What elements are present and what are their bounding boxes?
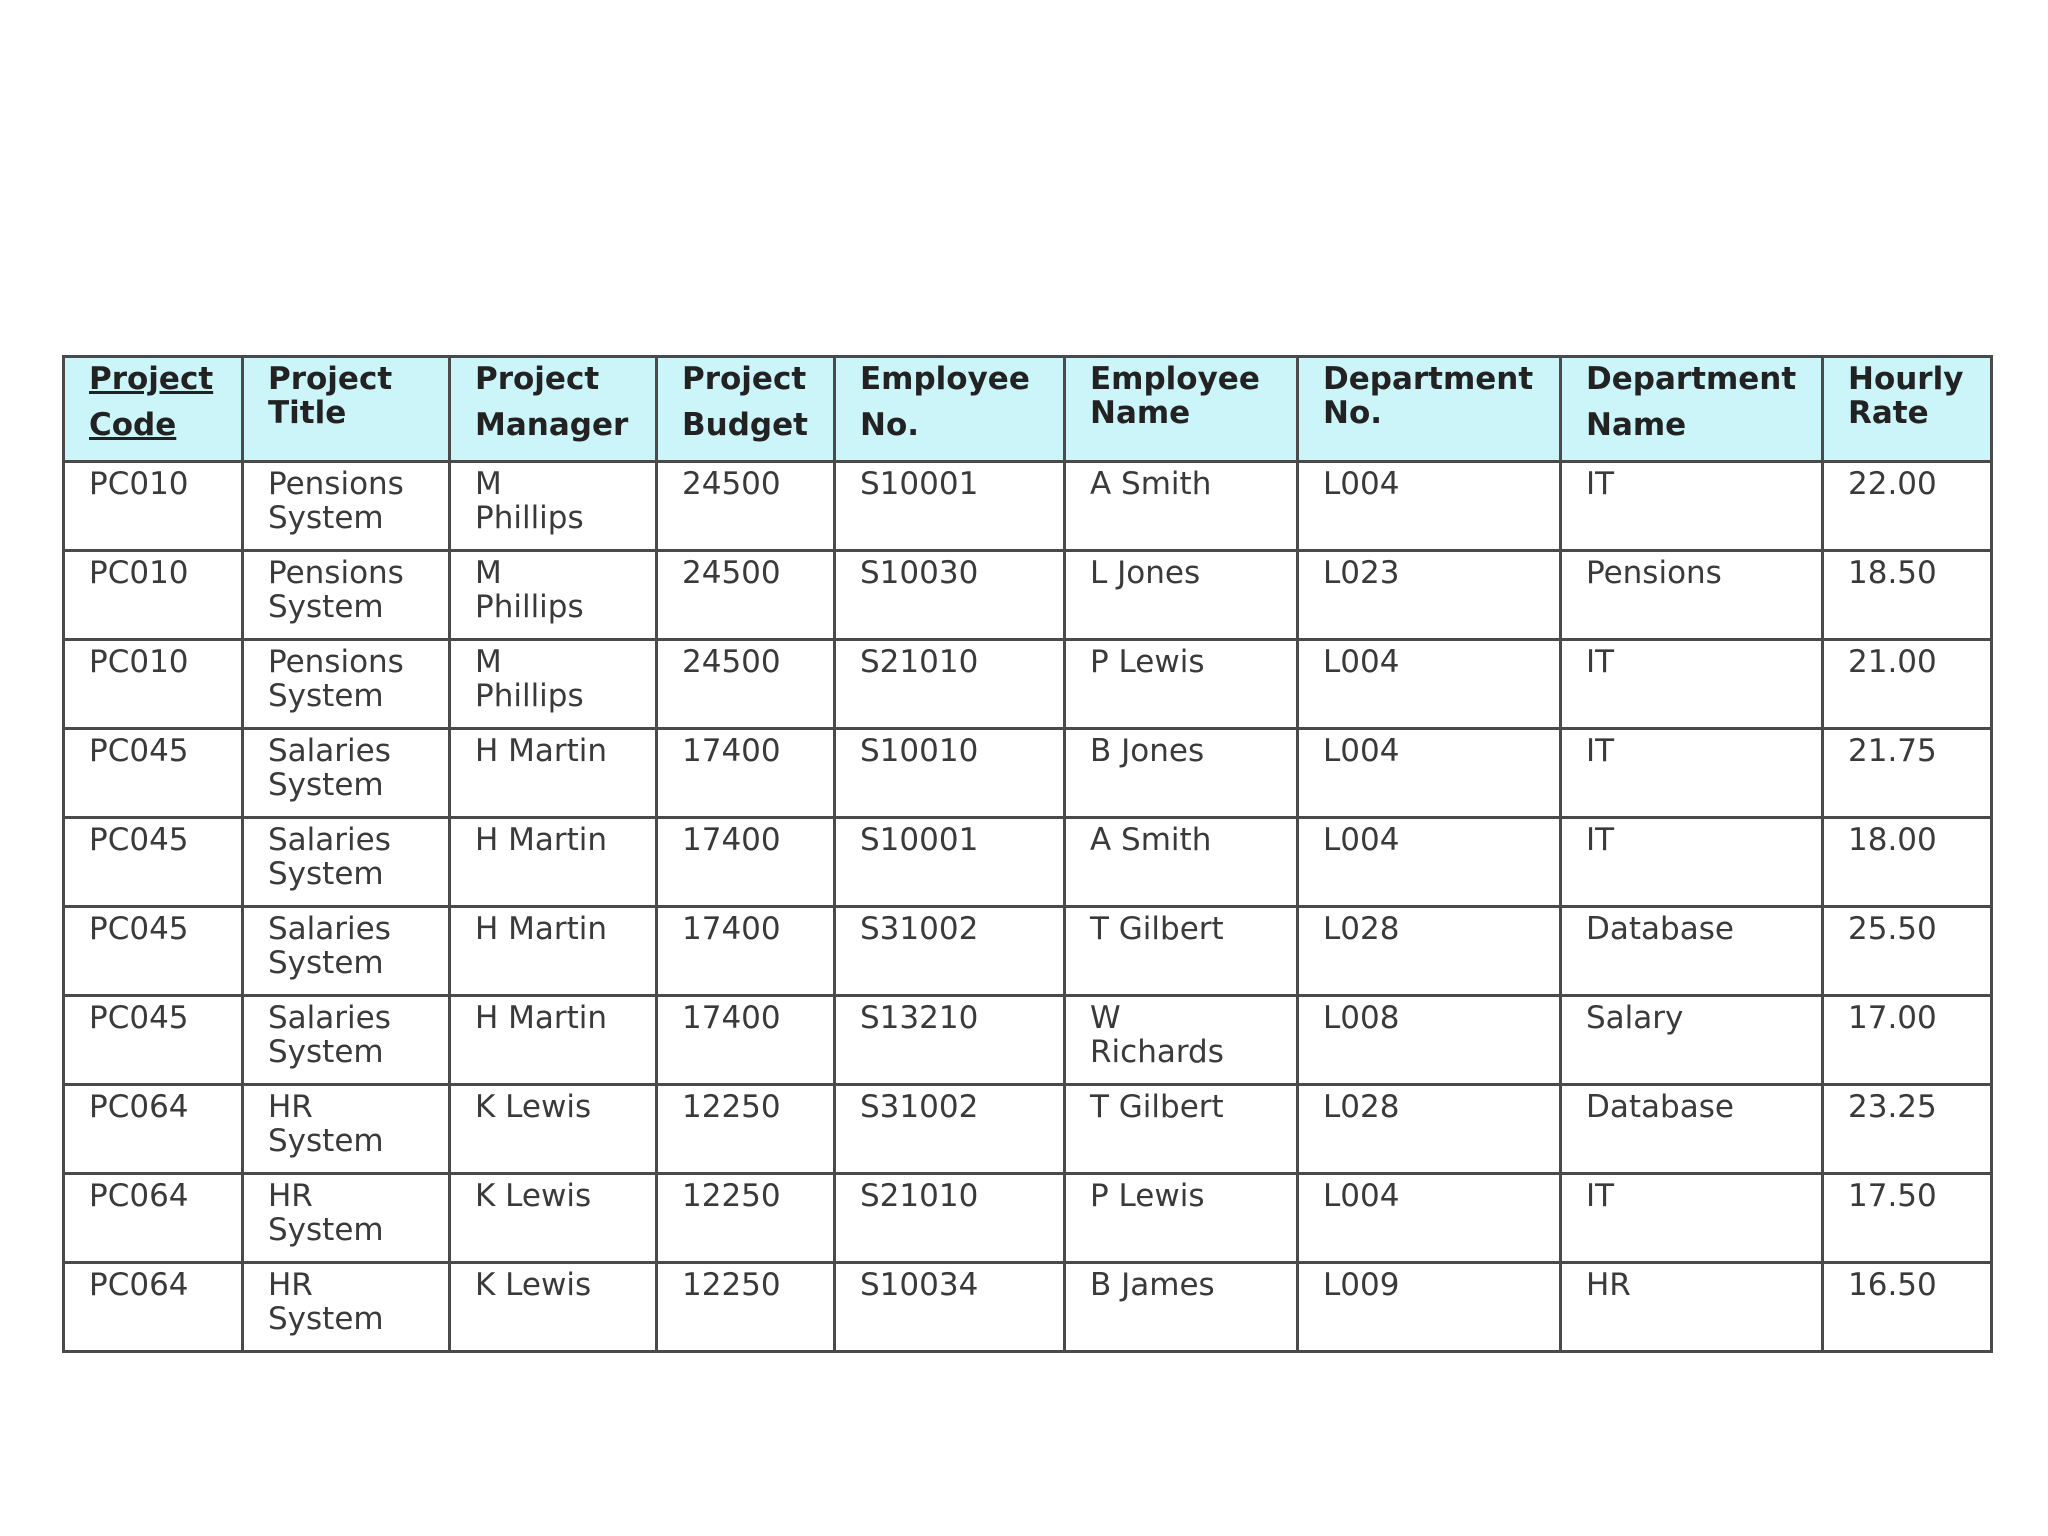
header-project-code-line2: Code — [89, 407, 177, 443]
cell-hourly-rate — [1823, 462, 1992, 551]
cell-hourly-rate-text: 16.50 — [1848, 1267, 1937, 1303]
header-department-name-line1: Department — [1586, 361, 1797, 397]
cell-project-budget — [657, 818, 835, 907]
cell-department-name-text: Database — [1586, 1089, 1734, 1125]
cell-employee-name — [1065, 1085, 1298, 1174]
cell-department-name-text: IT — [1586, 822, 1615, 858]
cell-employee-name — [1065, 996, 1298, 1085]
cell-project-title-text: HR System — [268, 1089, 384, 1159]
cell-project-manager-text: H Martin — [475, 822, 608, 858]
cell-project-title — [243, 1263, 450, 1352]
header-employee-name-line2: Name — [1090, 395, 1191, 431]
cell-employee-name-text: A Smith — [1090, 822, 1212, 858]
cell-project-manager — [450, 996, 657, 1085]
cell-employee-name-text: P Lewis — [1090, 644, 1205, 680]
cell-employee-name — [1065, 729, 1298, 818]
cell-project-budget — [657, 640, 835, 729]
table-row — [64, 640, 1992, 729]
cell-hourly-rate-text: 18.50 — [1848, 555, 1937, 591]
header-project-code-line1: Project — [89, 361, 214, 397]
cell-project-budget-text: 24500 — [682, 466, 781, 502]
cell-project-budget-text: 24500 — [682, 555, 781, 591]
cell-hourly-rate — [1823, 996, 1992, 1085]
cell-project-title — [243, 1174, 450, 1263]
cell-project-title-text: Salaries System — [268, 911, 391, 981]
cell-department-name — [1561, 996, 1823, 1085]
cell-project-code-text: PC045 — [89, 911, 189, 947]
cell-employee-no-text: S10034 — [860, 1267, 979, 1303]
cell-employee-no — [835, 462, 1065, 551]
cell-employee-name-text: B James — [1090, 1267, 1215, 1303]
cell-project-code — [64, 462, 243, 551]
cell-project-manager-text: M Phillips — [475, 466, 584, 536]
cell-department-name — [1561, 1174, 1823, 1263]
cell-project-manager-text: H Martin — [475, 733, 608, 769]
cell-project-manager-text: M Phillips — [475, 644, 584, 714]
cell-hourly-rate — [1823, 1174, 1992, 1263]
table-row — [64, 729, 1992, 818]
cell-department-name-text: IT — [1586, 466, 1615, 502]
cell-project-manager-text: K Lewis — [475, 1089, 592, 1125]
cell-project-title — [243, 640, 450, 729]
cell-project-budget — [657, 729, 835, 818]
cell-project-manager-text: K Lewis — [475, 1178, 592, 1214]
cell-department-name-text: IT — [1586, 644, 1615, 680]
cell-project-manager — [450, 1263, 657, 1352]
cell-employee-no — [835, 1174, 1065, 1263]
cell-project-code — [64, 551, 243, 640]
cell-project-code-text: PC064 — [89, 1267, 189, 1303]
cell-department-name-text: Database — [1586, 911, 1734, 947]
cell-department-name — [1561, 462, 1823, 551]
cell-project-title-text: Pensions System — [268, 555, 404, 625]
cell-department-no-text: L008 — [1323, 1000, 1400, 1036]
cell-department-no — [1298, 1085, 1561, 1174]
header-project-budget-line2: Budget — [682, 407, 808, 443]
cell-employee-no-text: S31002 — [860, 1089, 979, 1125]
cell-department-no-text: L028 — [1323, 911, 1400, 947]
cell-project-budget-text: 17400 — [682, 1000, 781, 1036]
header-employee-no-line2: No. — [860, 407, 920, 443]
cell-employee-no — [835, 907, 1065, 996]
cell-hourly-rate — [1823, 1085, 1992, 1174]
cell-project-title — [243, 551, 450, 640]
cell-project-budget-text: 12250 — [682, 1267, 781, 1303]
cell-project-title-text: HR System — [268, 1178, 384, 1248]
cell-project-budget-text: 24500 — [682, 644, 781, 680]
cell-project-manager-text: M Phillips — [475, 555, 584, 625]
cell-hourly-rate-text: 17.50 — [1848, 1178, 1937, 1214]
cell-department-no — [1298, 729, 1561, 818]
cell-employee-no-text: S21010 — [860, 1178, 979, 1214]
cell-employee-no-text: S10030 — [860, 555, 979, 591]
cell-project-code-text: PC064 — [89, 1089, 189, 1125]
header-project-manager — [450, 357, 657, 462]
cell-employee-no-text: S21010 — [860, 644, 979, 680]
cell-project-title-text: Pensions System — [268, 644, 404, 714]
cell-department-no-text: L004 — [1323, 1178, 1400, 1214]
cell-project-manager — [450, 640, 657, 729]
cell-project-budget — [657, 1174, 835, 1263]
cell-project-code — [64, 1085, 243, 1174]
cell-project-manager-text: K Lewis — [475, 1267, 592, 1303]
cell-employee-name-text: B Jones — [1090, 733, 1205, 769]
cell-project-code — [64, 1174, 243, 1263]
cell-department-no — [1298, 1174, 1561, 1263]
cell-project-title — [243, 729, 450, 818]
cell-project-title-text: Salaries System — [268, 733, 391, 803]
cell-project-budget-text: 12250 — [682, 1178, 781, 1214]
cell-hourly-rate — [1823, 640, 1992, 729]
cell-project-code-text: PC045 — [89, 733, 189, 769]
table-row — [64, 996, 1992, 1085]
header-project-code — [64, 357, 243, 462]
table-row — [64, 907, 1992, 996]
cell-project-budget — [657, 907, 835, 996]
cell-project-title-text: Pensions System — [268, 466, 404, 536]
cell-hourly-rate-text: 22.00 — [1848, 466, 1937, 502]
header-department-name-line2: Name — [1586, 407, 1687, 443]
cell-employee-no — [835, 551, 1065, 640]
cell-department-name — [1561, 551, 1823, 640]
cell-department-no-text: L004 — [1323, 644, 1400, 680]
table-row — [64, 462, 1992, 551]
cell-hourly-rate-text: 17.00 — [1848, 1000, 1937, 1036]
cell-project-title — [243, 996, 450, 1085]
header-employee-name — [1065, 357, 1298, 462]
cell-project-manager — [450, 907, 657, 996]
cell-project-budget — [657, 551, 835, 640]
header-employee-no-line1: Employee — [860, 361, 1030, 397]
cell-department-no — [1298, 996, 1561, 1085]
cell-department-no-text: L004 — [1323, 822, 1400, 858]
cell-project-manager-text: H Martin — [475, 911, 608, 947]
cell-department-name-text: IT — [1586, 733, 1615, 769]
cell-project-code-text: PC064 — [89, 1178, 189, 1214]
cell-department-no — [1298, 551, 1561, 640]
cell-department-no-text: L004 — [1323, 466, 1400, 502]
cell-project-budget — [657, 1263, 835, 1352]
cell-project-budget — [657, 462, 835, 551]
cell-employee-name-text: P Lewis — [1090, 1178, 1205, 1214]
cell-project-manager — [450, 1085, 657, 1174]
cell-project-code — [64, 996, 243, 1085]
cell-department-no — [1298, 907, 1561, 996]
cell-department-no — [1298, 640, 1561, 729]
cell-department-name — [1561, 729, 1823, 818]
cell-department-name — [1561, 640, 1823, 729]
table-row — [64, 1263, 1992, 1352]
cell-project-manager — [450, 462, 657, 551]
cell-employee-no — [835, 1085, 1065, 1174]
cell-hourly-rate-text: 23.25 — [1848, 1089, 1937, 1125]
cell-hourly-rate — [1823, 818, 1992, 907]
cell-project-budget-text: 17400 — [682, 911, 781, 947]
header-hourly-rate — [1823, 357, 1992, 462]
cell-employee-no — [835, 729, 1065, 818]
cell-project-title-text: Salaries System — [268, 822, 391, 892]
cell-project-budget-text: 17400 — [682, 733, 781, 769]
cell-hourly-rate-text: 18.00 — [1848, 822, 1937, 858]
header-project-title — [243, 357, 450, 462]
cell-employee-name — [1065, 1263, 1298, 1352]
header-department-no — [1298, 357, 1561, 462]
cell-employee-name-text: W Richards — [1090, 1000, 1224, 1070]
table-row — [64, 818, 1992, 907]
table-row — [64, 551, 1992, 640]
cell-project-code — [64, 907, 243, 996]
table-body — [64, 462, 1992, 1352]
header-row — [64, 357, 1992, 462]
cell-employee-no — [835, 996, 1065, 1085]
cell-project-code — [64, 640, 243, 729]
header-project-title-line1: Project — [268, 361, 393, 397]
cell-hourly-rate — [1823, 551, 1992, 640]
cell-employee-name — [1065, 818, 1298, 907]
cell-project-title-text: HR System — [268, 1267, 384, 1337]
cell-hourly-rate — [1823, 729, 1992, 818]
data-table — [62, 355, 1993, 1353]
cell-project-manager — [450, 818, 657, 907]
cell-project-manager — [450, 551, 657, 640]
cell-department-name — [1561, 818, 1823, 907]
cell-employee-no-text: S13210 — [860, 1000, 979, 1036]
cell-employee-no-text: S10001 — [860, 822, 979, 858]
header-project-manager-line1: Project — [475, 361, 600, 397]
cell-employee-name — [1065, 907, 1298, 996]
header-hourly-rate-line2: Rate — [1848, 395, 1929, 431]
cell-department-name — [1561, 907, 1823, 996]
cell-project-code-text: PC010 — [89, 466, 189, 502]
cell-project-code-text: PC010 — [89, 644, 189, 680]
cell-department-no-text: L009 — [1323, 1267, 1400, 1303]
cell-project-manager — [450, 1174, 657, 1263]
cell-project-title — [243, 818, 450, 907]
table-row — [64, 1174, 1992, 1263]
cell-project-title — [243, 462, 450, 551]
cell-project-code — [64, 729, 243, 818]
cell-project-manager-text: H Martin — [475, 1000, 608, 1036]
cell-employee-no-text: S10001 — [860, 466, 979, 502]
cell-hourly-rate-text: 21.75 — [1848, 733, 1937, 769]
cell-employee-name-text: T Gilbert — [1090, 911, 1224, 947]
cell-department-no-text: L023 — [1323, 555, 1400, 591]
header-department-no-line1: Department — [1323, 361, 1534, 397]
cell-employee-name — [1065, 640, 1298, 729]
cell-employee-no — [835, 640, 1065, 729]
cell-hourly-rate-text: 21.00 — [1848, 644, 1937, 680]
cell-department-name-text: Pensions — [1586, 555, 1722, 591]
cell-employee-name — [1065, 1174, 1298, 1263]
cell-department-name-text: HR — [1586, 1267, 1631, 1303]
cell-department-name — [1561, 1263, 1823, 1352]
header-employee-no — [835, 357, 1065, 462]
header-department-no-line2: No. — [1323, 395, 1383, 431]
cell-employee-no — [835, 818, 1065, 907]
cell-department-no-text: L004 — [1323, 733, 1400, 769]
header-project-manager-line2: Manager — [475, 407, 629, 443]
cell-employee-name-text: A Smith — [1090, 466, 1212, 502]
cell-project-manager — [450, 729, 657, 818]
cell-employee-name — [1065, 551, 1298, 640]
header-project-budget-line1: Project — [682, 361, 807, 397]
cell-project-code-text: PC010 — [89, 555, 189, 591]
table-row — [64, 1085, 1992, 1174]
cell-project-title — [243, 907, 450, 996]
cell-department-no — [1298, 818, 1561, 907]
cell-project-budget-text: 12250 — [682, 1089, 781, 1125]
cell-project-code-text: PC045 — [89, 822, 189, 858]
cell-department-name-text: Salary — [1586, 1000, 1684, 1036]
cell-hourly-rate — [1823, 1263, 1992, 1352]
cell-employee-no-text: S10010 — [860, 733, 979, 769]
cell-project-code — [64, 1263, 243, 1352]
cell-employee-name — [1065, 462, 1298, 551]
header-project-budget — [657, 357, 835, 462]
cell-project-budget — [657, 996, 835, 1085]
cell-project-title-text: Salaries System — [268, 1000, 391, 1070]
cell-department-no — [1298, 1263, 1561, 1352]
cell-employee-no-text: S31002 — [860, 911, 979, 947]
cell-department-no — [1298, 462, 1561, 551]
cell-department-name-text: IT — [1586, 1178, 1615, 1214]
cell-project-budget — [657, 1085, 835, 1174]
cell-project-code-text: PC045 — [89, 1000, 189, 1036]
cell-project-budget-text: 17400 — [682, 822, 781, 858]
header-department-name — [1561, 357, 1823, 462]
cell-project-title — [243, 1085, 450, 1174]
header-hourly-rate-line1: Hourly — [1848, 361, 1964, 397]
cell-employee-name-text: T Gilbert — [1090, 1089, 1224, 1125]
cell-department-no-text: L028 — [1323, 1089, 1400, 1125]
header-project-title-line2: Title — [268, 395, 347, 431]
cell-department-name — [1561, 1085, 1823, 1174]
cell-employee-no — [835, 1263, 1065, 1352]
cell-project-code — [64, 818, 243, 907]
cell-hourly-rate-text: 25.50 — [1848, 911, 1937, 947]
cell-hourly-rate — [1823, 907, 1992, 996]
cell-employee-name-text: L Jones — [1090, 555, 1201, 591]
header-employee-name-line1: Employee — [1090, 361, 1260, 397]
